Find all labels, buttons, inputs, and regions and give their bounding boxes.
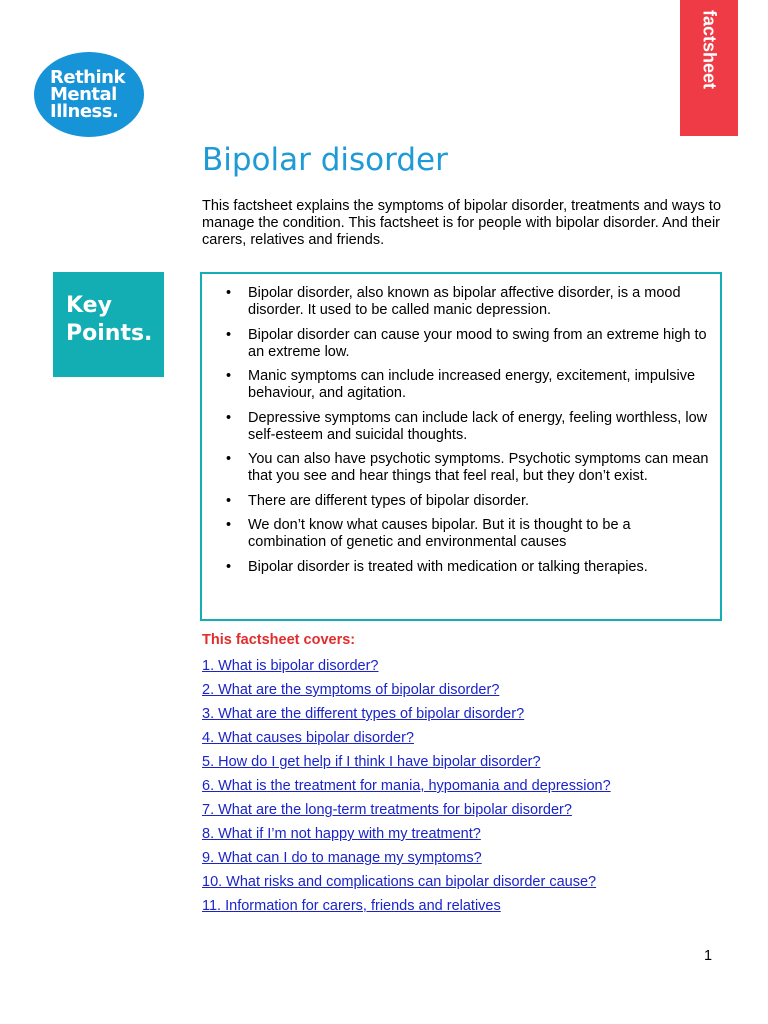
toc-link-7[interactable]: 7. What are the long-term treatments for bipolar disorder?: [202, 802, 572, 818]
toc-link-4[interactable]: 4. What causes bipolar disorder?: [202, 730, 414, 746]
toc-item: [202, 706, 611, 730]
key-point-item: [202, 559, 712, 576]
bullet-icon: •: [226, 558, 232, 575]
key-point-item: [202, 285, 712, 319]
table-of-contents: [202, 658, 611, 922]
key-point-item: [202, 327, 712, 361]
key-points-heading-box: [53, 272, 164, 377]
toc-link-6[interactable]: 6. What is the treatment for mania, hypomania and depression?: [202, 778, 611, 794]
page-title: Bipolar disorder: [202, 142, 448, 178]
bullet-icon: •: [226, 409, 232, 426]
toc-item: [202, 850, 611, 874]
intro-paragraph: This factsheet explains the symptoms of bipolar disorder, treatments and ways to manage the condition. This factsheet is for people with bipolar disorder. And their carers, relatives and friends.: [202, 198, 722, 248]
toc-item: [202, 826, 611, 850]
toc-link-2[interactable]: 2. What are the symptoms of bipolar disorder?: [202, 682, 500, 698]
key-point-item: [202, 517, 712, 551]
key-point-text: There are different types of bipolar disorder.: [248, 492, 530, 509]
key-points-panel: [200, 272, 722, 621]
key-point-item: [202, 451, 712, 485]
logo-line-2: Mental: [50, 84, 117, 105]
key-point-item: [202, 493, 712, 510]
key-points-heading-line-1: Key: [66, 293, 112, 318]
toc-item: [202, 730, 611, 754]
toc-link-1[interactable]: 1. What is bipolar disorder?: [202, 658, 379, 674]
toc-item: [202, 874, 611, 898]
bullet-icon: •: [226, 517, 232, 533]
bullet-icon: •: [226, 492, 232, 509]
key-point-text: Depressive symptoms can include lack of energy, feeling worthless, low self-esteem and suicidal thoughts.: [248, 409, 708, 443]
toc-item: [202, 898, 611, 922]
rethink-logo: [34, 52, 144, 137]
toc-item: [202, 802, 611, 826]
key-point-text: Bipolar disorder can cause your mood to swing from an extreme high to an extreme low.: [248, 326, 707, 360]
toc-link-8[interactable]: 8. What if I’m not happy with my treatment?: [202, 826, 481, 842]
key-points-heading-line-2: Points.: [66, 321, 153, 346]
toc-link-3[interactable]: 3. What are the different types of bipolar disorder?: [202, 706, 525, 722]
logo-line-1: Rethink: [50, 67, 125, 88]
toc-item: [202, 682, 611, 706]
toc-item: [202, 778, 611, 802]
key-point-text: Bipolar disorder is treated with medication or talking therapies.: [248, 558, 648, 575]
key-point-text: Bipolar disorder, also known as bipolar affective disorder, is a mood disorder. It used to be called manic depression.: [248, 285, 681, 318]
toc-link-11[interactable]: 11. Information for carers, friends and relatives: [202, 898, 501, 914]
bullet-icon: •: [226, 368, 232, 384]
toc-item: [202, 754, 611, 778]
logo-line-3: Illness.: [50, 101, 119, 122]
bullet-icon: •: [226, 326, 232, 343]
toc-item: [202, 658, 611, 682]
key-point-item: [202, 368, 712, 402]
covers-heading: This factsheet covers:: [202, 632, 356, 648]
factsheet-tab: [680, 0, 738, 136]
bullet-icon: •: [226, 285, 232, 301]
key-point-text: You can also have psychotic symptoms. Psychotic symptoms can mean that you see and hear things that feel real, but they don’t exist.: [248, 451, 709, 484]
page-number: 1: [704, 948, 713, 964]
bullet-icon: •: [226, 451, 232, 467]
factsheet-tab-label: factsheet: [699, 10, 720, 90]
key-point-text: Manic symptoms can include increased energy, excitement, impulsive behaviour, and agitation.: [248, 368, 696, 401]
key-points-list: [202, 274, 720, 576]
toc-link-10[interactable]: 10. What risks and complications can bipolar disorder cause?: [202, 874, 597, 890]
toc-link-5[interactable]: 5. How do I get help if I think I have bipolar disorder?: [202, 754, 541, 770]
key-point-item: [202, 410, 712, 444]
toc-link-9[interactable]: 9. What can I do to manage my symptoms?: [202, 850, 482, 866]
key-point-text: We don’t know what causes bipolar. But it is thought to be a combination of genetic and environmental causes: [248, 517, 631, 550]
